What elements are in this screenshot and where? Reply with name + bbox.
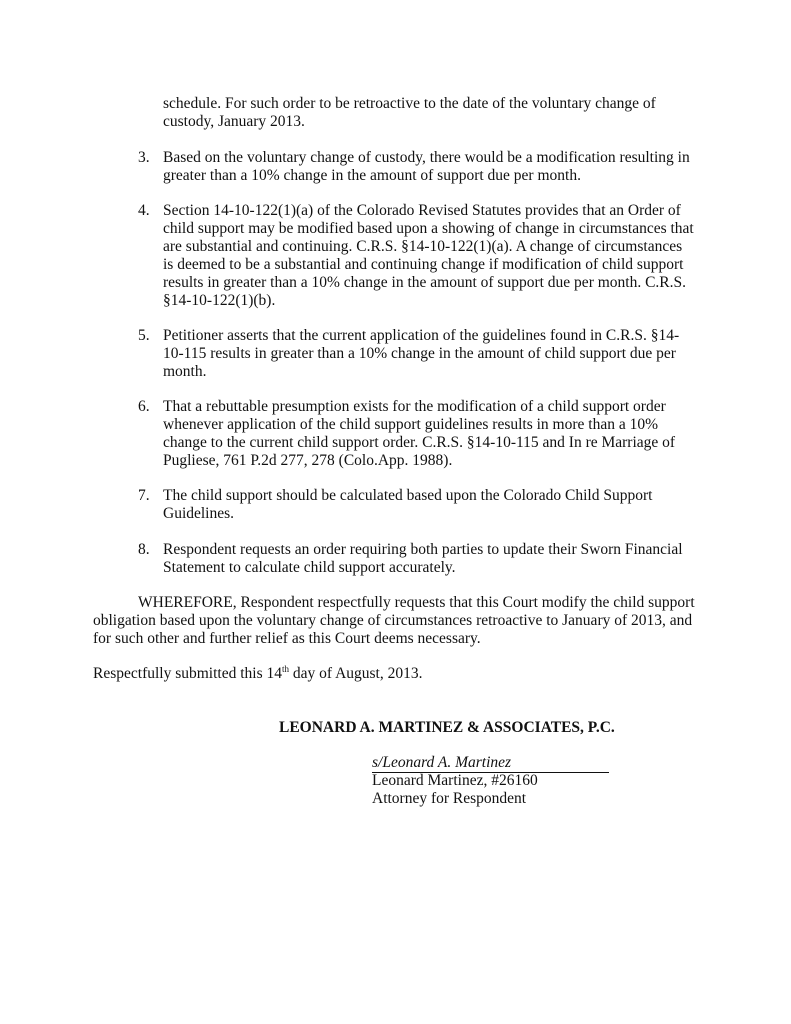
list-item-line: whenever application of the child support guidelines results in more than a 10% bbox=[163, 416, 659, 433]
list-item-line: are substantial and continuing. C.R.S. §14-10-122(1)(a). A change of circumstances bbox=[163, 238, 683, 255]
list-item-text bbox=[163, 202, 703, 310]
list-item-text bbox=[163, 541, 703, 577]
list-item-text bbox=[163, 398, 703, 470]
list-item-line: is deemed to be a substantial and continuing change if modification of child support bbox=[163, 256, 684, 273]
submitted-superscript: th bbox=[282, 663, 290, 674]
list-item-line: 10-115 results in greater than a 10% change in the amount of child support due per bbox=[163, 345, 676, 362]
list-item-line: greater than a 10% change in the amount of support due per month. bbox=[163, 167, 581, 184]
attorney-name: Leonard Martinez, #26160 bbox=[372, 772, 538, 789]
list-item-line: results in greater than a 10% change in the amount of support due per month. C.R.S. bbox=[163, 274, 687, 291]
list-item-line: Pugliese, 761 P.2d 277, 278 (Colo.App. 1988). bbox=[163, 452, 453, 469]
list-item-line: change to the current child support order. C.R.S. §14-10-115 and In re Marriage of bbox=[163, 434, 676, 451]
list-item-line: month. bbox=[163, 363, 207, 380]
list-item-line: Respondent requests an order requiring both parties to update their Sworn Financial bbox=[163, 541, 683, 558]
list-item-text bbox=[163, 327, 703, 381]
submitted-line bbox=[93, 665, 422, 683]
list-item-text bbox=[163, 487, 703, 523]
list-item-number: 7. bbox=[138, 487, 150, 504]
list-item-line: Statement to calculate child support accurately. bbox=[163, 559, 456, 576]
list-item-line: Petitioner asserts that the current application of the guidelines found in C.R.S. §14- bbox=[163, 327, 680, 344]
list-item-line: Based on the voluntary change of custody, there would be a modification resulting in bbox=[163, 149, 690, 166]
list-item-text bbox=[163, 149, 703, 185]
list-item-number: 6. bbox=[138, 398, 150, 415]
list-item-number: 4. bbox=[138, 202, 150, 219]
attorney-role: Attorney for Respondent bbox=[372, 790, 527, 807]
list-item-number: 5. bbox=[138, 327, 150, 344]
list-item-line: §14-10-122(1)(b). bbox=[163, 292, 276, 309]
wherefore-line: WHEREFORE, Respondent respectfully requests that this Court modify the child support bbox=[138, 594, 695, 611]
submitted-prefix: Respectfully submitted this 14 bbox=[93, 665, 282, 682]
wherefore-line: obligation based upon the voluntary change of circumstances retroactive to January of 2013, and bbox=[93, 612, 693, 629]
electronic-signature: s/Leonard A. Martinez bbox=[372, 754, 512, 771]
list-item-number: 3. bbox=[138, 149, 150, 166]
list-item-number: 8. bbox=[138, 541, 150, 558]
list-item-line: Section 14-10-122(1)(a) of the Colorado Revised Statutes provides that an Order of bbox=[163, 202, 681, 219]
signature-line bbox=[372, 754, 609, 773]
submitted-suffix: day of August, 2013. bbox=[289, 665, 423, 682]
firm-name: LEONARD A. MARTINEZ & ASSOCIATES, P.C. bbox=[279, 719, 615, 736]
intro-line-2: custody, January 2013. bbox=[163, 113, 305, 130]
list-item-line: That a rebuttable presumption exists for the modification of a child support order bbox=[163, 398, 666, 415]
list-item-line: Guidelines. bbox=[163, 505, 235, 522]
wherefore-line: for such other and further relief as this Court deems necessary. bbox=[93, 630, 481, 647]
list-item-line: child support may be modified based upon a showing of change in circumstances that bbox=[163, 220, 694, 237]
list-item-line: The child support should be calculated based upon the Colorado Child Support bbox=[163, 487, 653, 504]
intro-line-1: schedule. For such order to be retroactive to the date of the voluntary change of bbox=[163, 95, 656, 112]
